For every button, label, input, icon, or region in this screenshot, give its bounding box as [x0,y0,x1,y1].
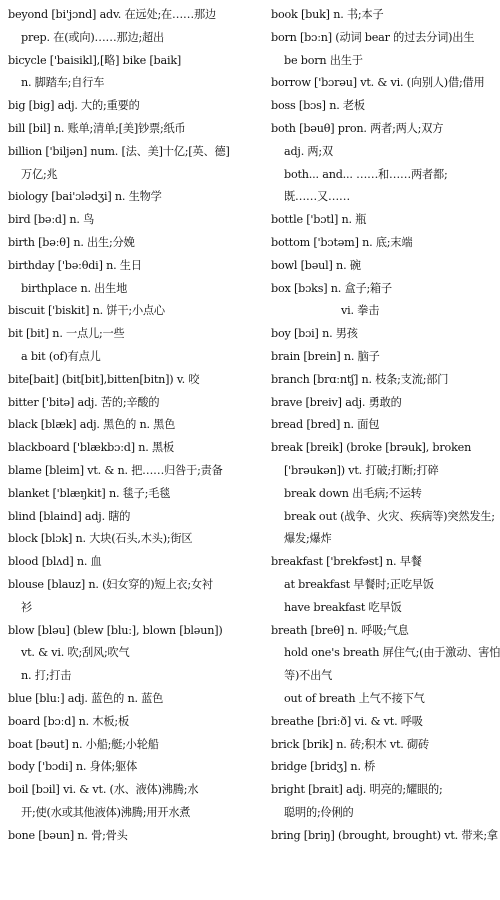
entry-line: bitter ['bitə] adj. 苦的;辛酸的 [8,395,160,409]
entry-line: breakfast ['brekfəst] n. 早餐 [271,555,422,569]
entry-continuation-line: both... and... ……和……两者都; [284,167,448,181]
entry-continuation-line: 聪明的;伶俐的 [284,805,354,819]
entry-line: board [bɔːd] n. 木板;板 [8,714,129,728]
entry-continuation-line: hold one's breath 屏住气;(由于激动、害怕 [284,646,500,660]
entry-line: breath [breθ] n. 呼吸;气息 [271,623,409,637]
entry-line: blood [blʌd] n. 血 [8,555,102,569]
entry-line: boil [bɔil] vi. & vt. (水、液体)沸腾;水 [8,783,199,797]
entry-line: blackboard ['blækbɔːd] n. 黑板 [8,441,174,455]
entry-line: boat [bəut] n. 小船;艇;小轮船 [8,737,159,751]
entry-line: bird [bəːd] n. 鸟 [8,213,95,227]
entry-line: break [breik] (broke [brəuk], broken [271,441,472,455]
entry-line: bone [bəun] n. 骨;骨头 [8,828,128,842]
entry-line: blouse [blauz] n. (妇女穿的)短上衣;女衬 [8,577,213,591]
entry-line: branch [brɑːntʃ] n. 枝条;支流;部门 [271,372,449,386]
entry-line: bicycle ['baisikl],[略] bike [baik] [8,53,182,67]
entry-continuation-line: a bit (of)有点儿 [21,349,101,363]
entry-line: blue [bluː] adj. 蓝色的 n. 蓝色 [8,691,164,705]
entry-line: boss [bɔs] n. 老板 [271,99,365,113]
entry-line: bottle ['bɔtl] n. 瓶 [271,213,367,227]
entry-line: blanket ['blæŋkit] n. 毯子;毛毯 [8,486,171,500]
entry-continuation-line: out of breath 上气不接下气 [284,691,425,705]
entry-line: bread [bred] n. 面包 [271,418,380,432]
entry-continuation-line: ['brəukən]) vt. 打破;打断;打碎 [284,463,439,477]
entry-line: blow [bləu] (blew [bluː], blown [bləun]) [8,623,223,637]
entry-line: bright [brait] adj. 明亮的;耀眼的; [271,783,443,797]
entry-line: birthday ['bəːθdi] n. 生日 [8,258,142,272]
entry-continuation-line: 等)不出气 [284,669,333,683]
entry-continuation-line: n. 打;打击 [21,669,72,683]
entry-line: block [blɔk] n. 大块(石头,木头);街区 [8,532,193,546]
entry-line: beyond [bi'jɔnd] adv. 在远处;在……那边 [8,8,216,21]
entry-line: blind [blaind] adj. 瞎的 [8,509,131,523]
entry-continuation-line: 开;使(水或其他液体)沸腾;用开水煮 [21,805,191,819]
entry-line: bridge [bridʒ] n. 桥 [271,760,376,774]
entry-continuation-line: vt. & vi. 吹;刮风;吹气 [21,646,130,660]
entry-line: bottom ['bɔtəm] n. 底;末端 [271,235,413,249]
entry-continuation-line: prep. 在(或向)……那边;超出 [21,30,164,44]
right-column [271,4,500,847]
entry-continuation-line: 爆发;爆炸 [284,532,332,546]
entry-line: book [buk] n. 书;本子 [271,8,384,21]
entry-line: brick [brik] n. 砖;积木 vt. 砌砖 [271,737,429,751]
entry-line: born [bɔːn] (动词 bear 的过去分词)出生 [271,30,475,44]
entry-line: birth [bəːθ] n. 出生;分娩 [8,235,135,249]
entry-line: blame [bleim] vt. & n. 把……归咎于;责备 [8,463,223,477]
entry-continuation-line: 万亿;兆 [21,167,58,181]
entry-continuation-line: adj. 两;双 [284,144,333,158]
entry-continuation-line: birthplace n. 出生地 [21,281,128,295]
entry-continuation-line: be born 出生于 [284,53,363,67]
entry-line: black [blæk] adj. 黑色的 n. 黑色 [8,418,176,432]
entry-line: bowl [bəul] n. 碗 [271,258,361,272]
entry-continuation-line: 既……又…… [284,190,350,204]
entry-line: boy [bɔi] n. 男孩 [271,327,358,341]
entry-line: bring [briŋ] (brought, brought) vt. 带来;拿 [271,828,498,842]
entry-line: bit [bit] n. 一点儿;一些 [8,327,125,341]
entry-continuation-line: n. 脚踏车;自行车 [21,76,105,90]
entry-line: bite[bait] (bit[bit],bitten[bitn]) v. 咬 [8,372,200,386]
entry-line: box [bɔks] n. 盒子;箱子 [271,281,393,295]
entry-line: billion ['biljən] num. [法、美]十亿;[英、德] [8,144,230,158]
entry-line: big [big] adj. 大的;重要的 [8,99,140,113]
entry-line: breathe [briːð] vi. & vt. 呼吸 [271,714,423,728]
entry-continuation-line: have breakfast 吃早饭 [284,600,402,614]
entry-line: body ['bɔdi] n. 身体;躯体 [8,760,138,774]
entry-line: brain [brein] n. 脑子 [271,349,380,363]
entry-line: both [bəuθ] pron. 两者;两人;双方 [271,121,444,135]
entry-line: biology [bai'ɔlədʒi] n. 生物学 [8,190,162,204]
entry-continuation-line: vi. 拳击 [341,304,380,318]
entry-continuation-line: break out (战争、火灾、疾病等)突然发生; [284,509,495,523]
entry-continuation-line: at breakfast 早餐时;正吃早饭 [284,577,434,591]
entry-line: biscuit ['biskit] n. 饼干;小点心 [8,304,165,318]
left-column [8,4,243,847]
entry-continuation-line: break down 出毛病;不运转 [284,486,422,500]
entry-line: brave [breiv] adj. 勇敢的 [271,395,402,409]
entry-line: bill [bil] n. 账单;清单;[美]钞票;纸币 [8,121,186,135]
entry-continuation-line: 衫 [21,600,32,614]
entry-line: borrow ['bɔrəu] vt. & vi. (向别人)借;借用 [271,76,485,90]
